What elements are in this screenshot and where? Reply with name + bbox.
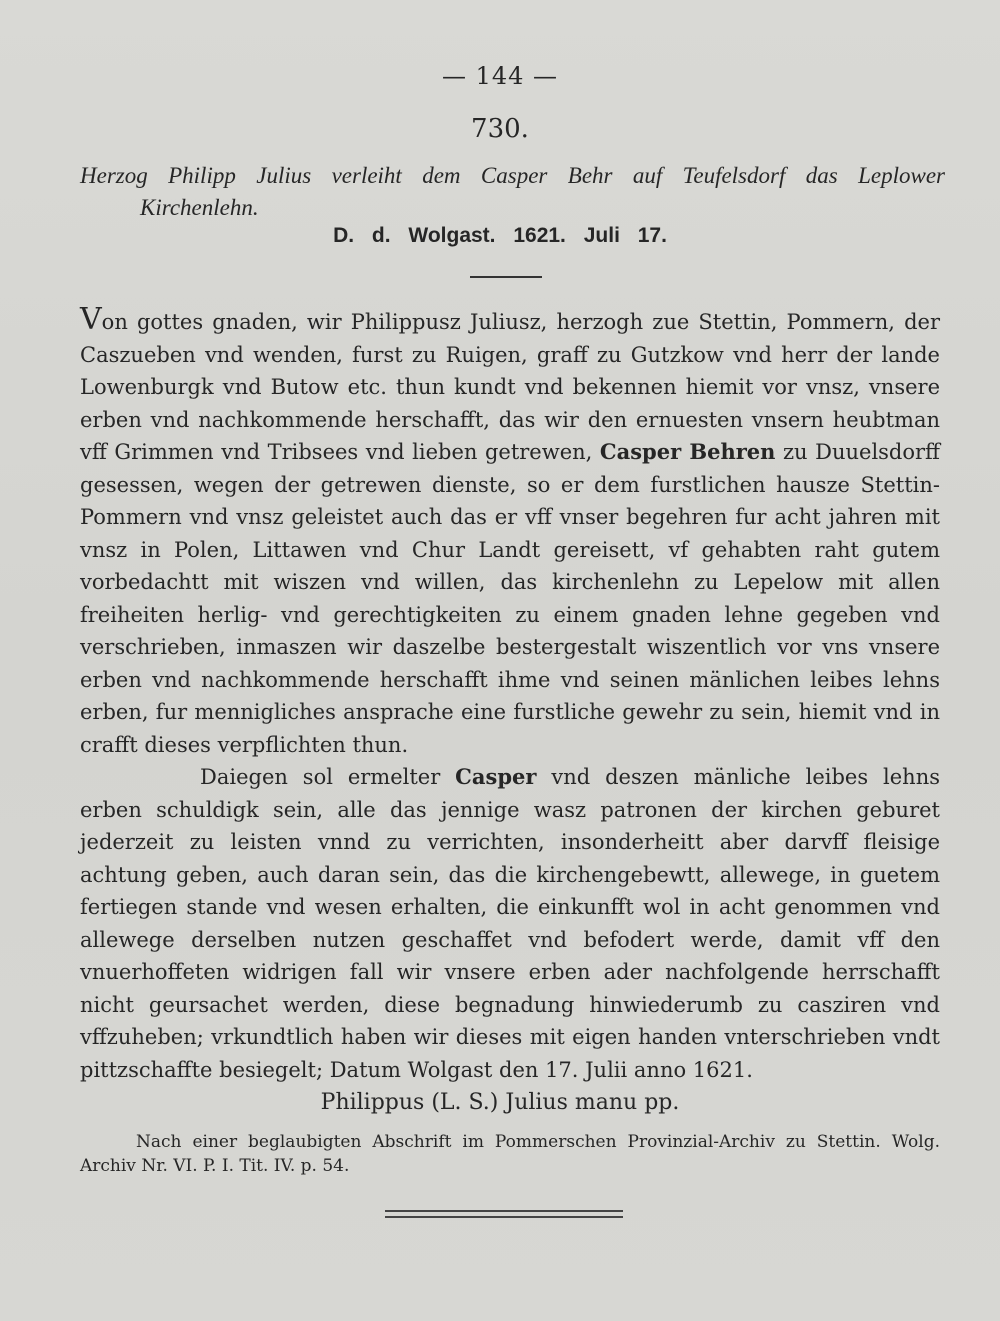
paragraph-1 <box>80 302 940 761</box>
source-note-text: Nach einer beglaubigten Abschrift im Pommerschen Provinzial-Archiv zu Stettin. Wolg. Archiv Nr. VI. P. I. Tit. IV. p. 54. <box>80 1132 940 1176</box>
recipient-first-name: Casper <box>455 764 537 789</box>
title-divider <box>470 276 542 278</box>
document-title-continuation: Kirchenlehn. <box>140 195 259 220</box>
paragraph-2-text-a: Daiegen sol ermelter <box>200 765 441 789</box>
paragraph-1-text-a: on gottes gnaden, wir Philippusz Juliusz, herzogh zue Stettin, Pommern, der Caszueben vnd wenden, furst zu Ruigen, graff zu Gutzkow vnd herr der lande Lowenburgk vnd Butow etc. thun kundt vnd bekennen hiemit vor vnsz, vnsere erben vnd nachkommende herschafft, das wir den ernuesten vnsern heubtman vff Grimmen vnd Tribsees vnd lieben getrewen, <box>80 310 940 464</box>
document-dateline: D. d. Wolgast. 1621. Juli 17. <box>333 224 667 247</box>
signature-line: Philippus (L. S.) Julius manu pp. <box>320 1090 680 1115</box>
paragraph-2-text-b: vnd deszen mänliche leibes lehns erben schuldigk sein, alle das jennige wasz patronen der kirchen geburet jederzeit zu leisten vnnd zu verrichten, insonderheitt aber darvff fleisige achtung geben, auch daran sein, das die kirchengebewtt, allewege, in guetem fertiegen stande vnd wesen erhalten, die einkunfft wol in acht genommen vnd allewege derselben nutzen geschaffet vnd befodert werde, damit vff den vnuerhoffeten widrigen fall wir vnsere erben ader nachfolgende herrschafft nicht geursachet werden, diese begnadung hinwiederumb zu casziren vnd vffzuheben; vrkundtlich haben wir dieses mit eigen handen vnterschrieben vndt pittzschaffte besiegelt; Datum Wolgast den 17. Julii anno 1621. <box>80 765 941 1082</box>
source-note <box>80 1130 940 1178</box>
document-body <box>80 302 941 1086</box>
document-title: Herzog Philipp Julius verleiht dem Casper Behr auf Teufelsdorf das Leplower <box>80 163 945 188</box>
recipient-name: Casper Behren <box>599 439 776 464</box>
drop-initial: V <box>80 302 102 337</box>
document-number: 730. <box>471 114 529 144</box>
page-number-header: — 144 — <box>441 62 559 90</box>
end-divider <box>385 1210 623 1218</box>
paragraph-1-text-b: zu Duuelsdorff gesessen, wegen der getrewen dienste, so er dem furstlichen hausze Stettin-Pommern vnd vnsz geleistet auch das er vff vnser begehren fur acht jahren mit vnsz in Polen, Littawen vnd Chur Landt gereisett, vf gehabten raht gutem vorbedachtt mit wiszen vnd willen, das kirchenlehn zu Lepelow mit allen freiheiten herlig- vnd gerechtigkeiten zu einem gnaden lehne gegeben vnd verschrieben, inmaszen wir daszelbe bestergestalt wiszentlich vor vns vnsere erben vnd nachkommende herschafft ihme vnd seinen mänlichen leibes lehns erben, fur mennigliches ansprache eine furstliche gewehr zu sein, hiemit vnd in crafft dieses verpflichten thun. <box>80 440 940 757</box>
paragraph-2 <box>80 761 940 1086</box>
